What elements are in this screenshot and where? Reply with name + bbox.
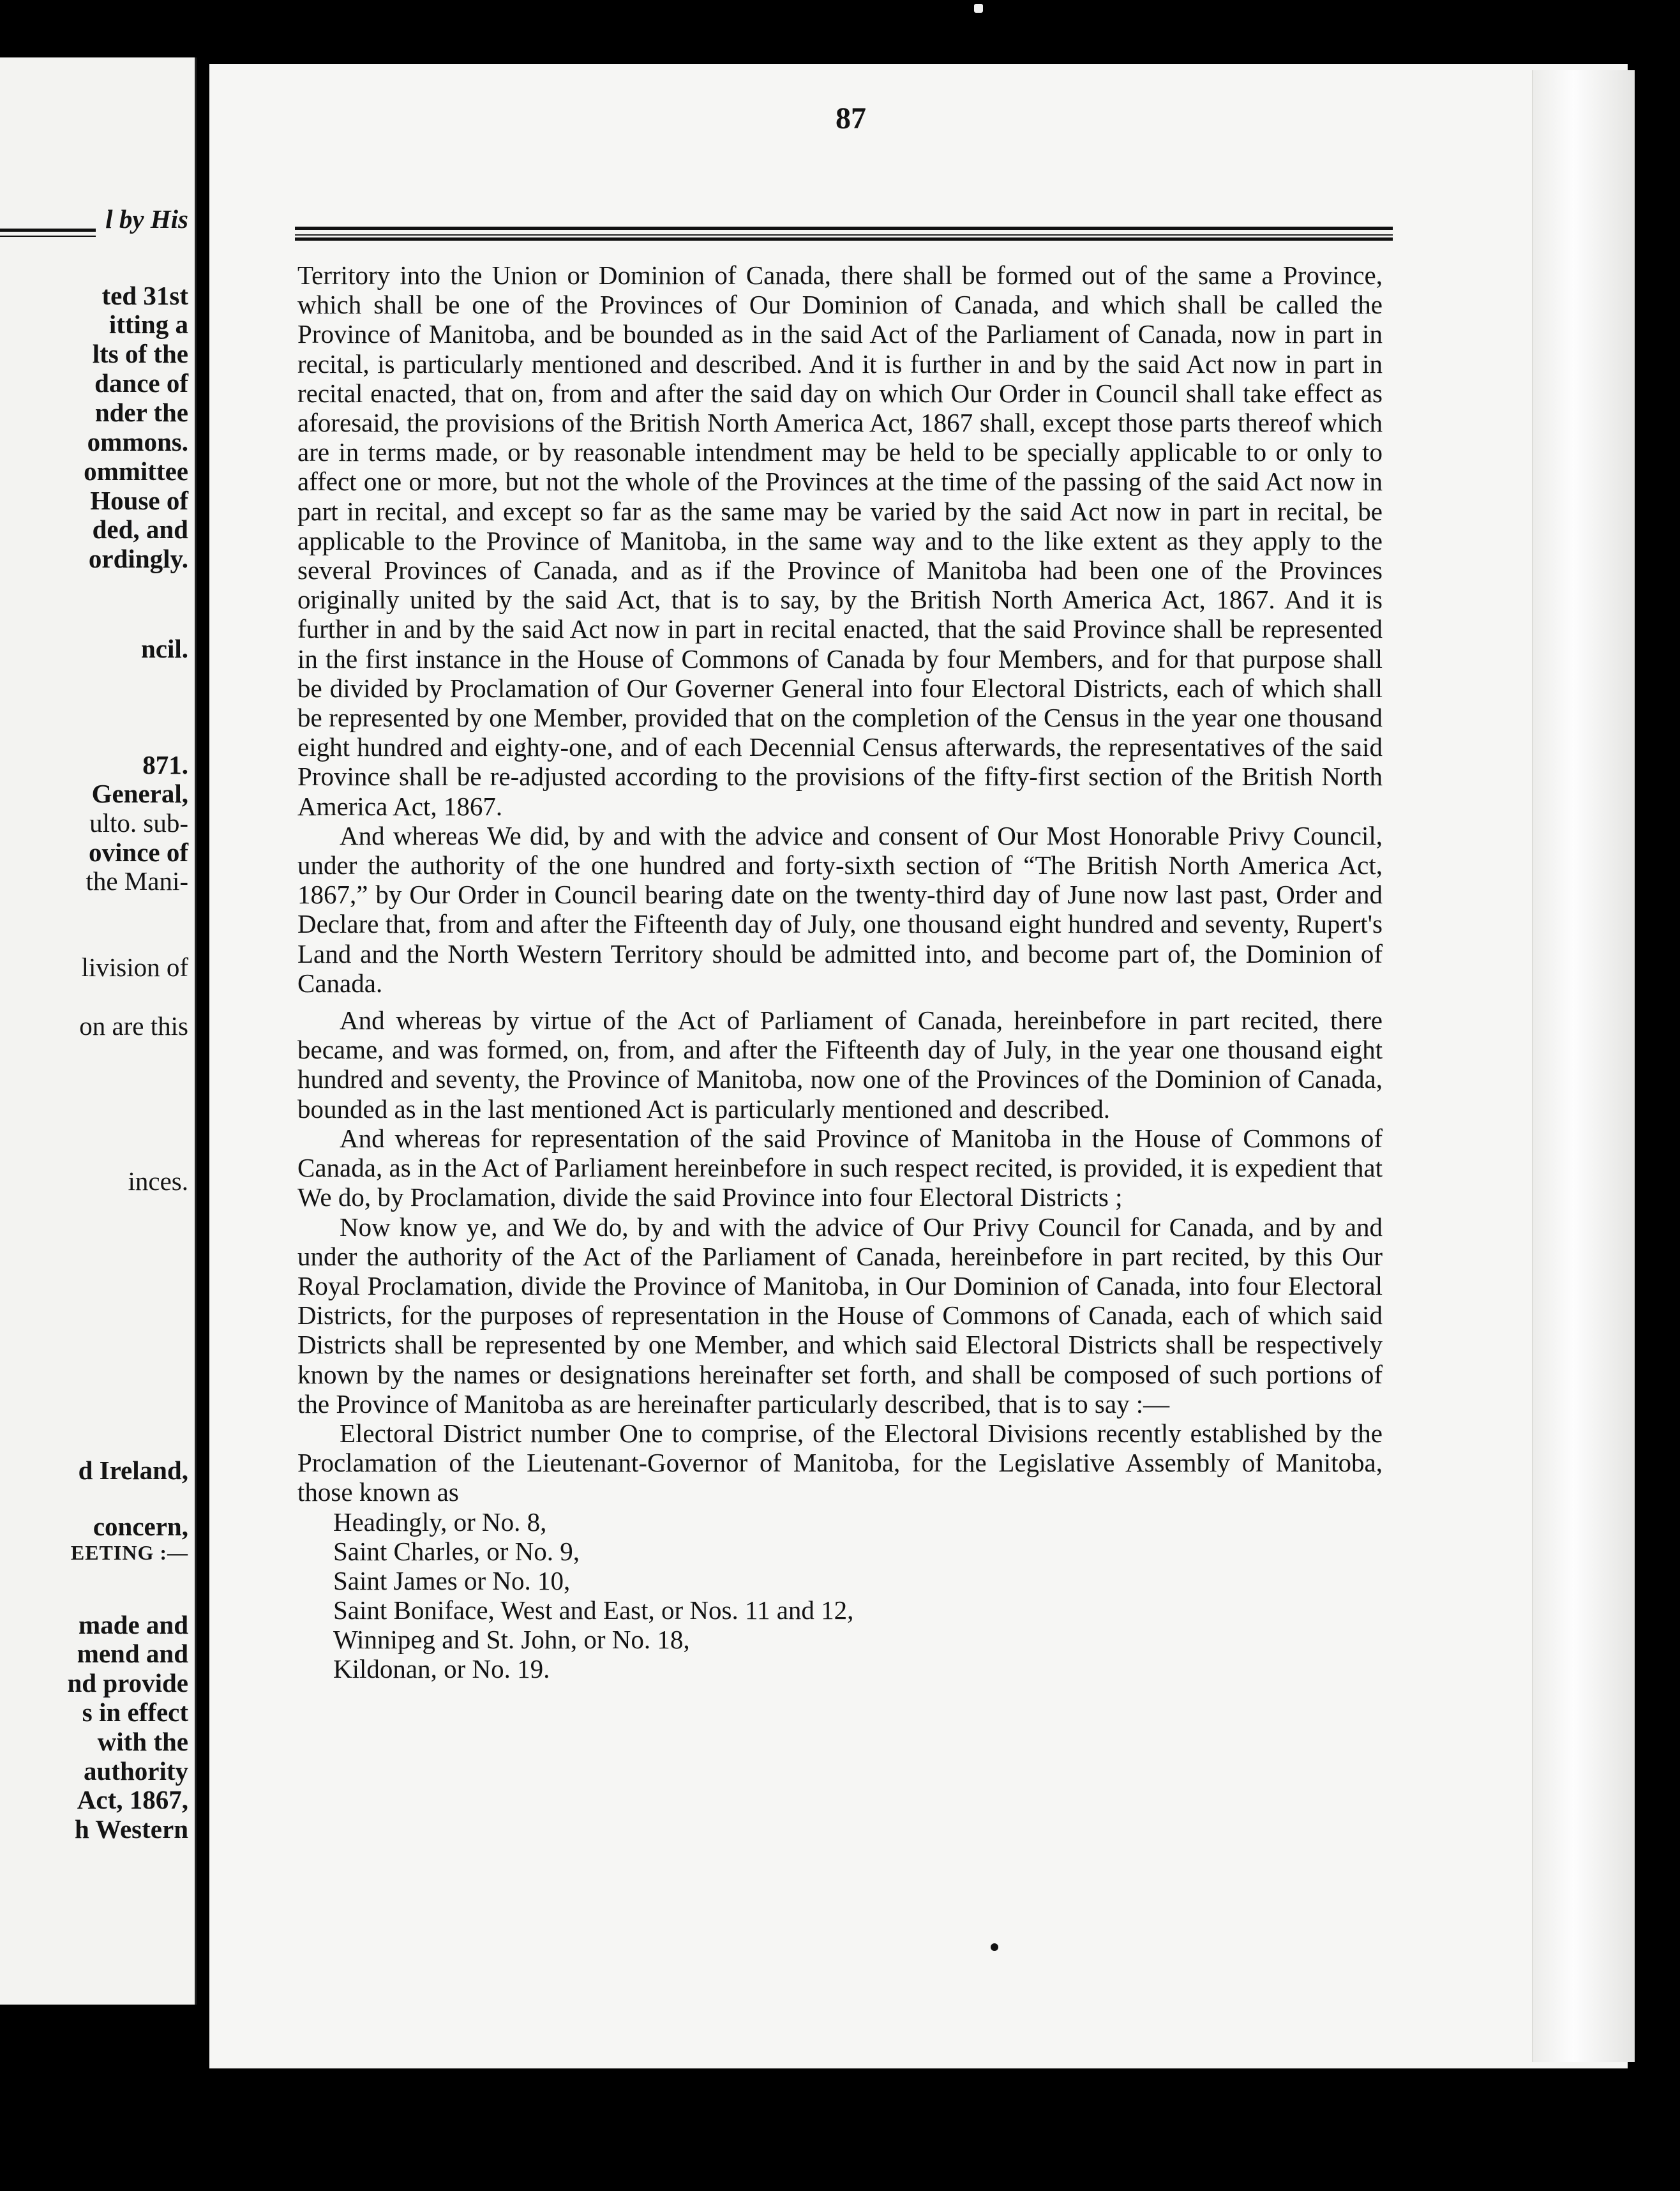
left-page-line: 871. [142,750,188,779]
left-page-line: General, [91,779,188,808]
header-rule [295,227,1393,241]
page-edge [1532,70,1635,2062]
left-page-line: ted 31st [101,281,188,310]
left-page-line: dance of [94,368,188,398]
left-page-line: the Mani- [86,866,188,896]
left-page-line: authority [84,1756,188,1786]
scan-mark [974,4,983,13]
list-item: Saint James or No. 10, [333,1565,571,1595]
left-page-line: l by His [105,204,188,234]
left-page-line: House of [90,486,188,515]
list-item: Headingly, or No. 8, [333,1507,547,1537]
left-page-line: ommons. [87,427,188,456]
ink-dot [991,1943,998,1951]
list-item: Kildonan, or No. 19. [333,1653,550,1683]
page-number: 87 [836,102,866,135]
list-item: Winnipeg and St. John, or No. 18, [333,1624,690,1654]
left-page-line: nd provide [67,1668,188,1698]
left-page-line: EETING :— [70,1541,188,1564]
left-page-line: ncil. [140,634,188,663]
list-item: Saint Boniface, West and East, or Nos. 11 and 12, [333,1595,854,1625]
left-page-line: nder the [94,398,188,427]
left-page-line: livision of [81,952,188,982]
left-page-line: h Western [74,1814,188,1844]
left-page-fragment [0,57,197,2005]
left-page-line: ded, and [92,515,188,544]
left-page-line: Act, 1867, [77,1785,188,1814]
left-header-rule [0,229,96,237]
left-page-line: ommittee [84,456,188,486]
list-item: Saint Charles, or No. 9, [333,1536,580,1566]
left-page-line: itting a [109,310,188,339]
left-page-line: ordingly. [88,544,188,573]
left-page-line: ovince of [89,838,188,867]
paragraph-whereas-representation: And whereas for representation of the said Province of Manitoba in the House of Commons of Canada, as in the Act of Parliament hereinbefore in such respect recited, is provided, it is expedient that We do, by Proclamation, divide the said Province into four Electoral Districts ; [297,1123,1383,1212]
paragraph-whereas-privy-council: And whereas We did, by and with the advice and consent of Our Most Honorable Privy Council, under the authority of the one hundred and forty-sixth section of “The British North America Act, 1867,” by Our Order in Council bearing date on the twenty-third day of June now last past, Order and Declare that, from and after the Fifteenth day of July, one thousand eight hundred and seventy, Rupert's Land and the North Western Territory should be admitted into, and become part of, the Dominion of Canada. [297,820,1383,998]
left-page-line: lts of the [92,339,188,368]
left-page-line: made and [78,1610,188,1639]
left-page-line: inces. [128,1166,188,1196]
paragraph-territory: Territory into the Union or Dominion of Canada, there shall be formed out of the same a Province, which shall be one of the Provinces of Our Dominion of Canada, and which shall be called the Province of Manitoba, and be bounded as in the said Act of the Parliament of Canada, now in part in recital, is particularly mentioned and described. And it is further in and by the said Act now in part in recital enacted, that on, from and after the said day on which Our Order in Council shall take effect as aforesaid, the provisions of the British North America Act, 1867 shall, except those parts thereof which are in terms made, or by reasonable intendment may be held to be specially applicable to or only to affect one or more, but not the whole of the Provinces at the time of the passing of the said Act now in part in recital, and except so far as the same may be varied by the said Act now in part in recital, be applicable to the Province of Manitoba, in the same way and to the like extent as they apply to the several Provinces of Canada, and as if the Province of Manitoba had been one of the Provinces originally united by the said Act, that is to say, by the British North America Act, 1867. And it is further in and by the said Act now in part in recital enacted, that the said Province shall be represented in the first instance in the House of Commons of Canada by four Members, and for that purpose shall be divided by Proclamation of Our Governer General into four Electoral Districts, each of which shall be represented by one Member, provided that on the completion of the Census in the year one thousand eight hundred and eighty-one, and of each Decennial Census afterwards, the representatives of the said Province shall be re-adjusted according to the provisions of the fifty-first section of the British North America Act, 1867. [297,260,1383,821]
left-page-line: mend and [77,1639,188,1668]
paragraph-whereas-act: And whereas by virtue of the Act of Parliament of Canada, hereinbefore in part recited, there became, and was formed, on, from, and after the Fifteenth day of July, in the year one thousand eight hundred and seventy, the Province of Manitoba, now one of the Provinces of the Dominion of Canada, bounded as in the last mentioned Act is particularly mentioned and described. [297,1005,1383,1124]
left-page-line: on are this [79,1011,188,1041]
left-page-line: d Ireland, [78,1456,188,1485]
left-page-line: with the [97,1727,188,1756]
paragraph-district-one: Electoral District number One to comprise, of the Electoral Divisions recently established by the Proclamation of the Lieutenant-Governor of Manitoba, for the Legislative Assembly of Manitoba, those known as [297,1418,1383,1507]
paragraph-now-know-ye: Now know ye, and We do, by and with the advice of Our Privy Council for Canada, and by and under the authority of the Act of the Parliament of Canada, hereinbefore in part recited, by this Our Royal Proclamation, divide the Province of Manitoba, in Our Dominion of Canada, into four Electoral Districts, for the purposes of representation in the House of Commons of Canada, each of which said Districts shall be represented by one Member, and which said Electoral Districts shall be respectively known by the names or designations hereinafter set forth, and shall be composed of such portions of the Province of Manitoba as are hereinafter particularly described, that is to say :— [297,1212,1383,1419]
left-page-line: concern, [93,1512,188,1541]
left-page-line: ulto. sub- [89,808,188,838]
left-page-line: s in effect [82,1698,188,1727]
page-body [297,260,1383,1683]
district-list [297,1507,1383,1683]
